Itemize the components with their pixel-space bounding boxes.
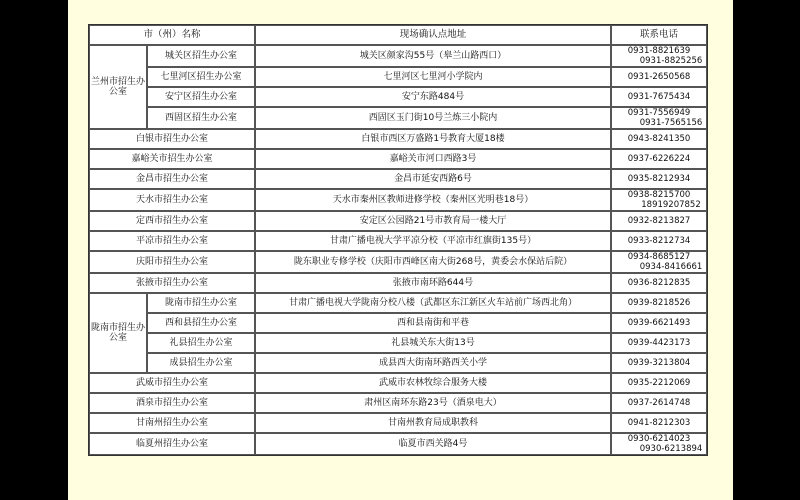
office-address: 西固区玉门街10号兰炼三小院内 (255, 107, 611, 129)
office-name: 嘉峪关市招生办公室 (89, 149, 255, 169)
office-name: 平凉市招生办公室 (89, 231, 255, 251)
phone-line-1: 0939-8218526 (627, 298, 691, 308)
office-phone (611, 211, 707, 231)
office-name: 陇南市招生办公室 (147, 293, 255, 313)
office-phone (611, 107, 707, 129)
table-row (89, 231, 707, 251)
office-phone (611, 333, 707, 353)
office-address: 安定区公园路21号市教育局一楼大厅 (255, 211, 611, 231)
table-row (89, 353, 707, 373)
table-row (89, 413, 707, 433)
office-name: 白银市招生办公室 (89, 129, 255, 149)
phone-line-1: 0936-8212835 (627, 278, 691, 288)
table-row (89, 333, 707, 353)
phone-line-1: 0931-7675434 (627, 92, 691, 102)
phone-line-1: 0933-8212734 (627, 236, 691, 246)
office-phone (611, 373, 707, 393)
table-row (89, 393, 707, 413)
office-address: 成县西大街南环路西关小学 (255, 353, 611, 373)
table-row (89, 67, 707, 87)
office-phone (611, 67, 707, 87)
office-phone (611, 169, 707, 189)
office-address: 城关区颜家沟55号（皋兰山路西口） (255, 45, 611, 67)
office-name: 天水市招生办公室 (89, 189, 255, 211)
phone-line-1: 0939-3213804 (627, 358, 691, 368)
table-row (89, 211, 707, 231)
phone-line-1: 0932-8213827 (627, 216, 691, 226)
office-address: 安宁东路484号 (255, 87, 611, 107)
header-address: 现场确认点地址 (255, 25, 611, 45)
office-phone (611, 273, 707, 293)
office-address: 武威市农林牧综合服务大楼 (255, 373, 611, 393)
phone-line-1: 0931-2650568 (627, 72, 691, 82)
phone-line-1: 0941-8212303 (627, 418, 691, 428)
table-row (89, 273, 707, 293)
office-phone (611, 87, 707, 107)
table-row (89, 107, 707, 129)
phone-line-2: 0931-7565156 (639, 118, 703, 128)
office-address: 肃州区南环东路23号（酒泉电大） (255, 393, 611, 413)
office-name: 张掖市招生办公室 (89, 273, 255, 293)
table-row (89, 129, 707, 149)
phone-line-2: 0934-8416661 (639, 262, 703, 272)
table-row (89, 251, 707, 273)
office-address: 陇东职业专修学校（庆阳市西峰区南大街268号，黄委会水保站后院） (255, 251, 611, 273)
phone-line-1: 0930-6214023 (627, 434, 691, 444)
office-name: 成县招生办公室 (147, 353, 255, 373)
office-address: 天水市秦州区教师进修学校（秦州区光明巷18号） (255, 189, 611, 211)
phone-line-1: 0935-8212934 (627, 174, 691, 184)
header-row (89, 25, 707, 45)
office-address: 七里河区七里河小学院内 (255, 67, 611, 87)
phone-line-1: 0937-2614748 (627, 398, 691, 408)
office-address: 甘肃广播电视大学陇南分校八楼（武都区东江新区火车站前广场西北角） (255, 293, 611, 313)
group-longnan: 陇南市招生办公室 (89, 293, 147, 373)
office-phone (611, 189, 707, 211)
office-name: 西固区招生办公室 (147, 107, 255, 129)
office-address: 礼县城关东大街13号 (255, 333, 611, 353)
office-name: 武威市招生办公室 (89, 373, 255, 393)
office-address: 白银市西区万盛路1号教育大厦18楼 (255, 129, 611, 149)
office-phone (611, 129, 707, 149)
table-row (89, 373, 707, 393)
office-phone (611, 293, 707, 313)
office-phone (611, 413, 707, 433)
table-row (89, 149, 707, 169)
phone-line-1: 0937-6226224 (627, 154, 691, 164)
office-name: 临夏州招生办公室 (89, 433, 255, 455)
phone-line-1: 0934-8685127 (627, 252, 691, 262)
office-address: 临夏市西关路4号 (255, 433, 611, 455)
office-name: 城关区招生办公室 (147, 45, 255, 67)
phone-line-1: 0938-8215700 (627, 190, 691, 200)
table-row (89, 433, 707, 455)
office-name: 金昌市招生办公室 (89, 169, 255, 189)
office-address: 金昌市延安西路6号 (255, 169, 611, 189)
phone-line-2: 18919207852 (641, 200, 701, 210)
table-row (89, 293, 707, 313)
table-row (89, 87, 707, 107)
office-phone (611, 149, 707, 169)
office-address: 甘肃广播电视大学平凉分校（平凉市红旗街135号） (255, 231, 611, 251)
phone-line-1: 0943-8241350 (627, 134, 691, 144)
office-phone (611, 251, 707, 273)
office-phone (611, 433, 707, 455)
office-name: 甘南州招生办公室 (89, 413, 255, 433)
phone-line-1: 0935-2212069 (627, 378, 691, 388)
office-phone (611, 353, 707, 373)
phone-line-1: 0939-6621493 (627, 318, 691, 328)
office-name: 庆阳市招生办公室 (89, 251, 255, 273)
group-lanzhou: 兰州市招生办公室 (89, 45, 147, 129)
phone-line-1: 0931-8821639 (627, 46, 691, 56)
office-name: 七里河区招生办公室 (147, 67, 255, 87)
document-page (68, 0, 733, 500)
office-name: 西和县招生办公室 (147, 313, 255, 333)
table-row (89, 189, 707, 211)
header-city: 市（州）名称 (89, 25, 255, 45)
office-table (88, 24, 708, 456)
table-row (89, 169, 707, 189)
office-address: 西和县南街和平巷 (255, 313, 611, 333)
phone-line-1: 0931-7556949 (627, 108, 691, 118)
office-phone (611, 393, 707, 413)
office-phone (611, 231, 707, 251)
office-name: 礼县招生办公室 (147, 333, 255, 353)
office-address: 嘉峪关市河口西路3号 (255, 149, 611, 169)
office-address: 甘南州教育局成职教科 (255, 413, 611, 433)
header-phone: 联系电话 (611, 25, 707, 45)
table-row (89, 45, 707, 67)
table-row (89, 313, 707, 333)
phone-line-1: 0939-4423173 (627, 338, 691, 348)
office-phone (611, 45, 707, 67)
office-address: 张掖市南环路644号 (255, 273, 611, 293)
phone-line-2: 0930-6213894 (639, 444, 703, 454)
phone-line-2: 0931-8825256 (639, 56, 703, 66)
office-name: 酒泉市招生办公室 (89, 393, 255, 413)
office-phone (611, 313, 707, 333)
office-name: 定西市招生办公室 (89, 211, 255, 231)
office-name: 安宁区招生办公室 (147, 87, 255, 107)
